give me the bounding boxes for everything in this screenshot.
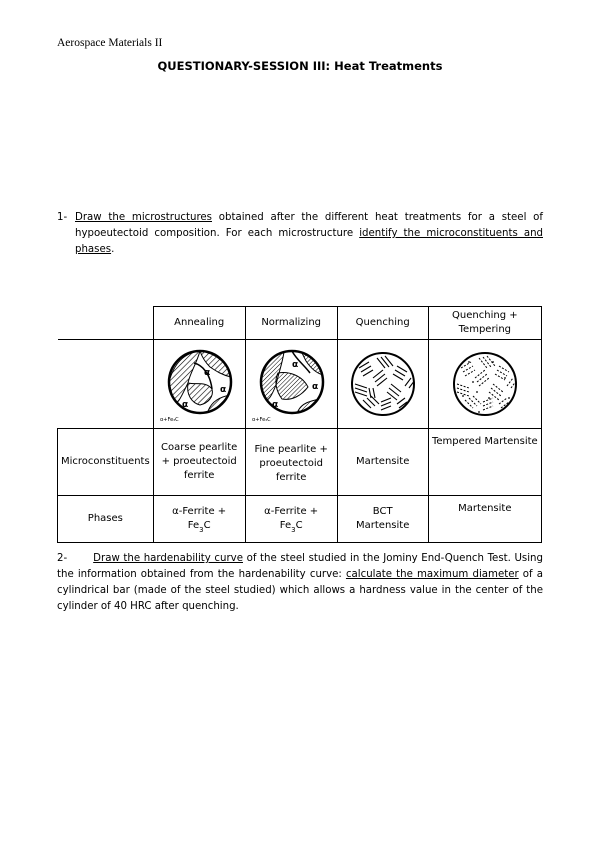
micrograph-normalizing [245,340,337,429]
text-run: of a cylindrical bar (made of the steel studied) which allows a hardness value in the center of the cylinder of 40 HRC after quenching. [57,569,544,612]
alpha-label: α [204,368,211,378]
subscript: 3 [199,526,204,534]
header-quenching-tempering: Quenching + Tempering [428,307,541,340]
alpha-fe3c-label: α+Fe₃C [252,417,271,423]
question-1 [57,210,543,258]
normalizing-microstructure-drawing [252,345,330,423]
text-run: of the steel studied in the Jominy End-Quench Test. Using the information obtained from the hardenability curve: [57,553,543,580]
row-label-phases: Phases [58,496,154,543]
micro-cell-normalizing: Fine pearlite + proeutectoid ferrite [245,429,337,496]
alpha-label: α [292,360,299,370]
micrograph-annealing [153,340,245,429]
phase-cell-normalizing [245,496,337,543]
question-text [75,210,543,258]
header-annealing: Annealing [153,307,245,340]
annealing-microstructure-drawing [160,345,238,423]
micro-cell-quenching: Martensite [337,429,428,496]
empty-cell [58,340,154,429]
micro-cell-annealing: Coarse pearlite + proeutectoid ferrite [153,429,245,496]
course-header: Aerospace Materials II [57,37,163,49]
text-run: obtained after the different heat treatments for a steel of hypoeutectoid composition. For each microstructure [75,212,543,239]
header-normalizing: Normalizing [245,307,337,340]
header-quenching: Quenching [337,307,428,340]
microstructure-table [57,306,542,543]
quenching-microstructure-drawing [347,348,419,420]
alpha-label: α [272,400,279,410]
micrograph-quenching [337,340,428,429]
empty-cell [58,307,154,340]
underlined-text: Draw the hardenability curve [93,553,243,564]
question-number: 2- [57,553,68,564]
phase-cell-tempering: Martensite [428,496,541,543]
alpha-label: α [220,385,227,395]
text-run: . [111,244,115,255]
underlined-text: Draw the microstructures [75,212,212,223]
phase-cell-quenching: BCT Martensite [337,496,428,543]
tempered-microstructure-drawing [449,348,521,420]
alpha-label: α [182,400,189,410]
row-label-microconstituents: Microconstituents [58,429,154,496]
micrograph-quenching-tempering [428,340,541,429]
phase-text: α-Ferrite + [172,506,227,517]
c-text: C [295,520,303,531]
underlined-text: calculate the maximum diameter [345,569,519,580]
phase-cell-annealing [153,496,245,543]
underlined-text: identify the microconstituents and phases [75,228,543,255]
fe-text: Fe [187,520,200,531]
question-2 [57,551,543,615]
micro-cell-tempering: Tempered Martensite [428,429,541,496]
alpha-label: α [312,382,319,392]
c-text: C [203,520,211,531]
phase-text: α-Ferrite + [264,506,319,517]
document-title: QUESTIONARY-SESSION III: Heat Treatments [157,59,443,73]
alpha-fe3c-label: α+Fe₃C [160,417,179,423]
question-number: 1- [57,212,68,223]
fe-text: Fe [279,520,292,531]
subscript: 3 [291,526,296,534]
